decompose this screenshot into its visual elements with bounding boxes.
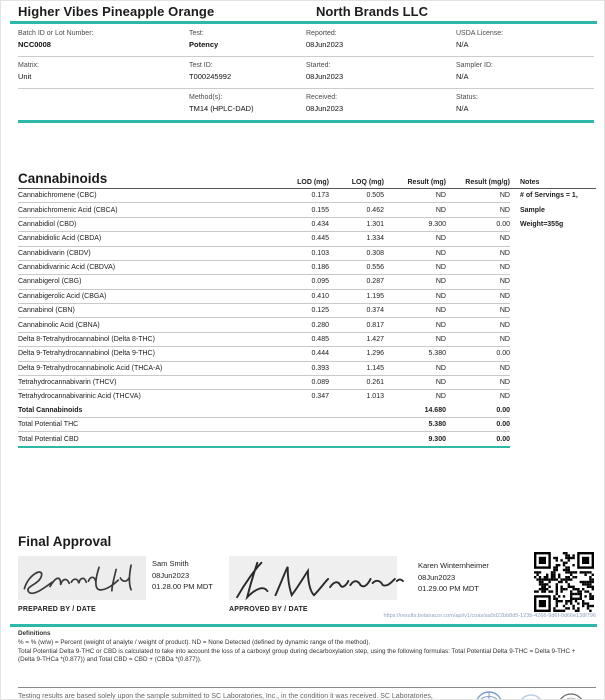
result-mg-value: 9.300 [428,220,446,228]
prepared-name: Sam Smith [152,559,189,568]
info-label: USDA License: [456,30,504,37]
result-mgg-value: ND [499,278,510,286]
approved-time: 01.29.00 PM MDT [418,584,479,593]
row-note [510,290,596,304]
loq-value: 1.013 [366,393,384,401]
final-approval-title: Final Approval [18,534,112,549]
prepared-signature [18,556,146,600]
info-value: Potency [189,40,219,49]
result-mg-value: ND [435,292,446,300]
table-row [18,247,596,261]
table-row [18,318,596,332]
loq-value: 1.301 [366,220,384,228]
analyte-name: Cannabichromenic Acid (CBCA) [18,206,118,214]
cannabinoids-section [18,171,596,448]
result-mg-value: ND [435,379,446,387]
info-value [18,97,189,105]
analyte-name: Cannabinol (CBN) [18,307,75,315]
column-header-loq: LOQ (mg) [351,179,384,186]
analyte-name: Cannabigerolic Acid (CBGA) [18,292,107,300]
row-note [510,247,596,261]
row-note [510,333,596,347]
result-mgg-value: ND [499,192,510,200]
analyte-name: Cannabidivarinic Acid (CBDVA) [18,264,116,272]
total-mg-value: 14.680 [424,406,446,414]
approved-name: Karen Winternheimer [418,561,489,570]
result-mgg-value: ND [499,206,510,214]
total-row [18,432,596,447]
table-row [18,232,596,246]
info-label: Test: [189,30,204,37]
column-header-result-mg: Result (mg) [407,179,446,186]
sample-info-row [18,57,594,89]
info-label: Matrix: [18,62,39,69]
info-cell [306,94,456,113]
info-value: NCC0008 [18,40,51,49]
loq-value: 0.505 [366,192,384,200]
result-mgg-value: 0.00 [496,220,510,228]
info-value: N/A [456,72,469,81]
result-mgg-value: ND [499,292,510,300]
loq-value: 0.287 [366,278,384,286]
result-mgg-value: ND [499,249,510,257]
info-label: Reported: [306,30,337,37]
row-note [510,390,596,403]
analyte-name: Cannabigerol (CBG) [18,278,82,286]
row-note: # of Servings = 1, [520,192,578,200]
prepared-signature-icon [18,556,146,600]
product-title: Higher Vibes Pineapple Orange [18,4,215,19]
table-row [18,203,596,217]
table-row [18,376,596,390]
final-approval-section [18,534,596,629]
approved-by-label: APPROVED BY / DATE [229,606,308,613]
info-label: Sampler ID: [456,62,493,69]
result-mgg-value: ND [499,307,510,315]
result-mgg-value: 0.00 [496,350,510,358]
info-cell [189,94,306,113]
info-cell [456,62,594,81]
result-mg-value: ND [435,364,446,372]
info-value: 08Jun2023 [306,72,344,81]
lod-value: 0.125 [311,307,329,315]
sample-info-row [18,25,594,57]
table-row [18,218,596,232]
lod-value: 0.445 [311,235,329,243]
result-mg-value: ND [435,264,446,272]
analyte-name: Delta 8-Tetrahydrocannabinol (Delta 8-THC) [18,335,155,343]
lod-value: 0.095 [311,278,329,286]
table-row [18,275,596,289]
analyte-name: Cannabidiol (CBD) [18,220,77,228]
result-mgg-value: ND [499,364,510,372]
result-mg-value: ND [435,393,446,401]
row-note [510,275,596,289]
total-row [18,418,596,432]
loq-value: 0.374 [366,307,384,315]
table-row [18,189,596,203]
row-note [510,347,596,361]
result-mg-value: ND [435,278,446,286]
loq-value: 0.308 [366,249,384,257]
row-note [510,376,596,390]
prepared-meta [152,558,213,593]
approved-signature [229,556,397,600]
result-mg-value: ND [435,249,446,257]
table-row [18,333,596,347]
info-label: Received: [306,94,338,101]
lod-value: 0.280 [311,321,329,329]
result-url-link[interactable]: https://results.botanacor.com/api/v1/coas/aa9d22bb8d5-123b-4266-9d6f-0d66e138f796 [383,613,596,619]
lod-value: 0.444 [311,350,329,358]
table-row [18,390,596,403]
total-mgg-value: 0.00 [496,421,510,429]
certification-logos-icon [471,689,596,700]
prepared-by-label: PREPARED BY / DATE [18,606,96,613]
row-note [510,362,596,376]
info-cell [189,62,306,81]
info-value: 08Jun2023 [306,40,344,49]
loq-value: 1.195 [366,292,384,300]
info-cell [306,62,456,81]
result-mg-value: ND [435,335,446,343]
info-value: Unit [18,72,32,81]
info-value: N/A [456,40,469,49]
lod-value: 0.103 [311,249,329,257]
info-value: 08Jun2023 [306,104,344,113]
info-label: Batch ID or Lot Number: [18,30,94,37]
approval-divider [10,624,597,627]
approved-meta [418,560,489,595]
column-header-lod: LOD (mg) [297,179,329,186]
info-cell [18,30,189,49]
sample-info-row [18,89,594,120]
info-label: Method(s): [189,94,223,101]
info-value: T000245992 [189,72,232,81]
analyte-name: Cannabichromene (CBC) [18,192,97,200]
total-label: Total Cannabinoids [18,406,83,414]
analyte-name: Delta 9-Tetrahydrocannabinolic Acid (THCA-A) [18,364,163,372]
column-header-result-mgg: Result (mg/g) [465,179,510,186]
analyte-name: Cannabidivarin (CBDV) [18,249,91,257]
lod-value: 0.434 [311,220,329,228]
totals-rows [18,404,596,448]
lod-value: 0.347 [311,393,329,401]
lod-value: 0.485 [311,335,329,343]
definitions-line1: % = % (w/w) = Percent (weight of analyte / weight of product). ND = None Detected (defined by dynamic range of the method). [18,638,371,646]
analyte-name: Tetrahydrocannabivarin (THCV) [18,379,117,387]
definitions-line2: Total Potential Delta 9-THC or CBD is calculated to take into account the loss of a carboxyl group during decarboxylation step, using the following formulas: Total Potential Delta 9-THC = Delta 9-THC + (Delta 9-THCa *(0.877)) and Total CBD = CBD + (CBDa *(0.877)). [18,647,576,664]
definitions-section [18,630,592,665]
approved-date: 08Jun2023 [418,572,456,582]
sample-info-grid [18,25,594,123]
lod-value: 0.410 [311,292,329,300]
row-note [510,232,596,246]
table-row [18,261,596,275]
lod-value: 0.173 [311,192,329,200]
loq-value: 1.427 [366,335,384,343]
loq-value: 0.261 [366,379,384,387]
table-row [18,290,596,304]
result-mgg-value: ND [499,393,510,401]
table-row [18,347,596,361]
lod-value: 0.186 [311,264,329,272]
total-mgg-value: 0.00 [496,435,510,443]
lod-value: 0.155 [311,206,329,214]
qr-code-icon [534,552,594,612]
result-mg-value: 5.380 [428,350,446,358]
result-mg-value: ND [435,206,446,214]
result-mg-value: ND [435,192,446,200]
prepared-time: 01.28.00 PM MDT [152,582,213,591]
company-name: North Brands LLC [316,4,428,19]
analyte-name: Delta 9-Tetrahydrocannabinol (Delta 9-THC) [18,350,155,358]
row-note [510,261,596,275]
prepared-date: 08Jun2023 [152,570,190,580]
info-value: TM14 (HPLC-DAD) [189,104,254,113]
loq-value: 0.462 [366,206,384,214]
result-mg-value: ND [435,307,446,315]
table-row [18,304,596,318]
table-row [18,362,596,376]
info-cell [189,30,306,49]
total-label: Total Potential THC [18,421,79,429]
result-mgg-value: ND [499,335,510,343]
result-mgg-value: ND [499,264,510,272]
definitions-title: Definitions [18,630,51,637]
row-note [510,318,596,332]
total-mg-value: 5.380 [428,421,446,429]
info-label: Started: [306,62,331,69]
analyte-name: Cannabidiolic Acid (CBDA) [18,235,102,243]
total-label: Total Potential CBD [18,435,79,443]
footer-divider [18,687,596,688]
cannabinoids-title: Cannabinoids [18,171,108,186]
approved-signature-icon [229,556,407,604]
row-note [510,304,596,318]
lod-value: 0.089 [311,379,329,387]
row-note: Sample [520,206,545,214]
result-mg-value: ND [435,321,446,329]
total-row [18,404,596,418]
info-label: Status: [456,94,478,101]
loq-value: 0.817 [366,321,384,329]
total-mgg-value: 0.00 [496,406,510,414]
info-cell [306,30,456,49]
loq-value: 1.334 [366,235,384,243]
total-mg-value: 9.300 [428,435,446,443]
result-mg-value: ND [435,235,446,243]
result-mgg-value: ND [499,235,510,243]
row-note: Weight=355g [520,220,564,228]
footer-disclaimer: Testing results are based solely upon the sample submitted to SC Laboratories, Inc., in the condition it was received. SC Laboratories, [18,693,433,700]
info-cell [18,94,189,113]
info-value: N/A [456,104,469,113]
column-header-notes: Notes [520,179,540,186]
result-mgg-value: ND [499,321,510,329]
info-cell [456,30,594,49]
info-label: Test ID: [189,62,213,69]
lod-value: 0.393 [311,364,329,372]
info-cell [456,94,594,113]
cannabinoids-table-body [18,189,596,404]
analyte-name: Cannabinolic Acid (CBNA) [18,321,100,329]
info-cell [18,62,189,81]
result-mgg-value: ND [499,379,510,387]
cannabinoids-table-header [18,171,596,189]
loq-value: 1.145 [366,364,384,372]
header-divider [10,21,597,24]
qr-code [534,552,594,612]
analyte-name: Tetrahydrocannabivarinic Acid (THCVA) [18,393,141,401]
loq-value: 1.296 [366,350,384,358]
loq-value: 0.556 [366,264,384,272]
